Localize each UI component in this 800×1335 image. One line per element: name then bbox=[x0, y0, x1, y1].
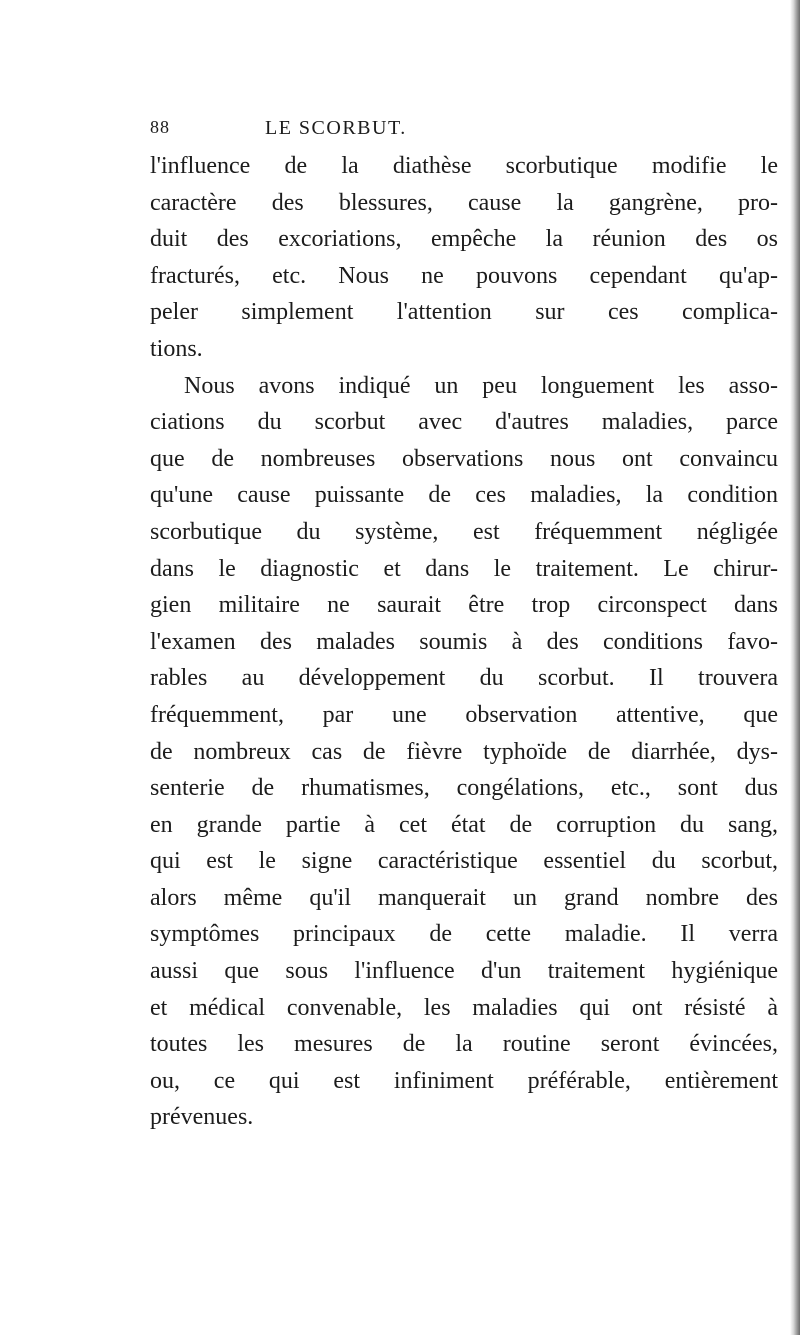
text-line: ciations du scorbut avec d'autres maladies, parce bbox=[150, 409, 778, 436]
page-header bbox=[150, 117, 750, 147]
text-line: duit des excoriations, empêche la réunion des os bbox=[150, 226, 778, 253]
text-line: de nombreux cas de fièvre typhoïde de diarrhée, dys- bbox=[150, 738, 778, 765]
scan-page-edge bbox=[790, 0, 800, 1335]
text-line: caractère des blessures, cause la gangrène, pro- bbox=[150, 189, 778, 216]
text-line: toutes les mesures de la routine seront évincées, bbox=[150, 1031, 778, 1058]
paragraph-start-line: Nous avons indiqué un peu longuement les asso- bbox=[184, 372, 778, 399]
text-line: senterie de rhumatismes, congélations, etc., sont dus bbox=[150, 775, 778, 802]
paragraph-end-line: tions. bbox=[150, 335, 203, 362]
text-line: fracturés, etc. Nous ne pouvons cependant qu'ap- bbox=[150, 262, 778, 289]
text-line: alors même qu'il manquerait un grand nombre des bbox=[150, 884, 778, 911]
text-line: gien militaire ne saurait être trop circonspect dans bbox=[150, 592, 778, 619]
body-text bbox=[150, 148, 778, 1136]
text-line: l'examen des malades soumis à des conditions favo- bbox=[150, 628, 778, 655]
text-line: ou, ce qui est infiniment préférable, entièrement bbox=[150, 1067, 778, 1094]
text-line: l'influence de la diathèse scorbutique modifie le bbox=[150, 153, 778, 179]
text-line: et médical convenable, les maladies qui ont résisté à bbox=[150, 994, 778, 1021]
text-line: scorbutique du système, est fréquemment négligée bbox=[150, 518, 778, 545]
page-number: 88 bbox=[150, 117, 170, 137]
text-line: fréquemment, par une observation attentive, que bbox=[150, 701, 778, 728]
text-line: rables au développement du scorbut. Il trouvera bbox=[150, 665, 778, 692]
text-line: symptômes principaux de cette maladie. Il verra bbox=[150, 921, 778, 948]
text-line: qui est le signe caractéristique essentiel du scorbut, bbox=[150, 848, 778, 875]
text-line: dans le diagnostic et dans le traitement. Le chirur- bbox=[150, 555, 778, 582]
running-head: LE SCORBUT. bbox=[265, 117, 407, 139]
text-line: que de nombreuses observations nous ont convaincu bbox=[150, 445, 778, 472]
text-line: peler simplement l'attention sur ces complica- bbox=[150, 299, 778, 326]
text-line: qu'une cause puissante de ces maladies, la condition bbox=[150, 482, 778, 509]
text-line: en grande partie à cet état de corruption du sang, bbox=[150, 811, 778, 838]
paragraph-end-line: prévenues. bbox=[150, 1104, 254, 1131]
text-line: aussi que sous l'influence d'un traitement hygiénique bbox=[150, 958, 778, 985]
